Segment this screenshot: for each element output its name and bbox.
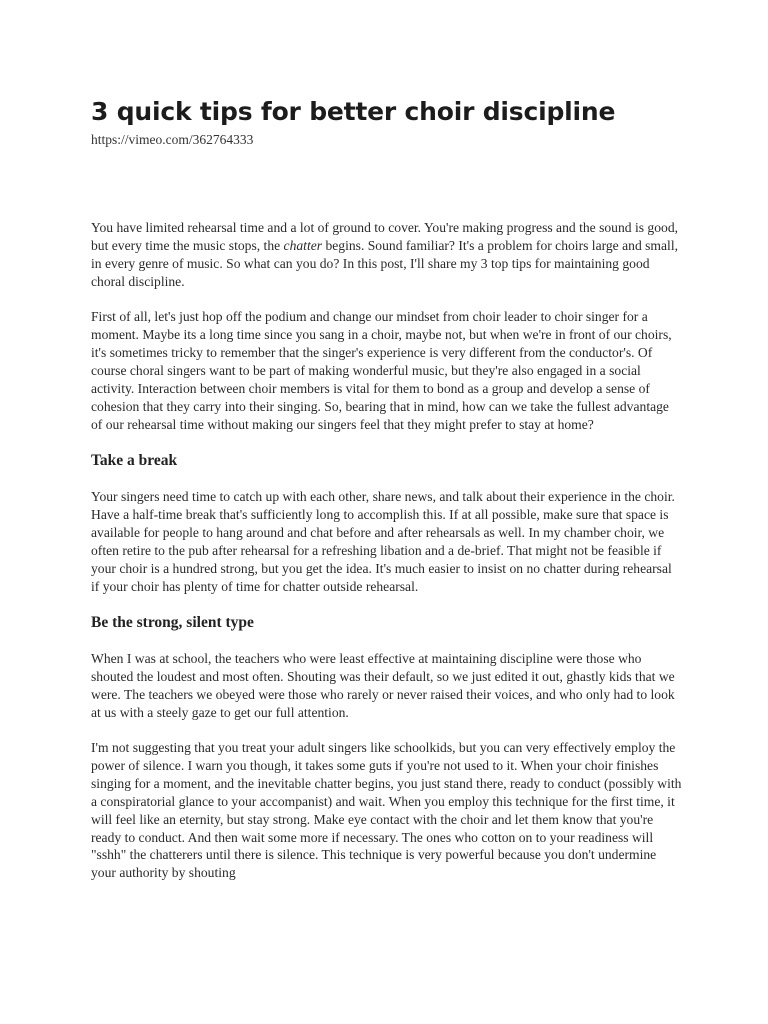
school-teachers-paragraph: When I was at school, the teachers who were least effective at maintaining discipline were those who shouted the loudest and most often. Shouting was their default, so we just edited it out, ghastly kids that we were. The teachers we obeyed were those who rarely or never raised their voices, and who only had to look at us with a steely gaze to get our full attention.: [91, 650, 675, 720]
intro-emphasis: chatter: [283, 237, 323, 253]
mindset-paragraph: First of all, let's just hop off the podium and change our mindset from choir leader to choir singer for a moment. Maybe its a long time since you sang in a choir, maybe not, but when we're in front of our choirs, it's sometimes tricky to remember that the singer's experience is very different from the conductor's. Of course choral singers want to be part of making wonderful music, but they're also engaged in a social activity. Interaction between choir members is vital for them to bond as a group and develop a sense of cohesion that they carry into their singing. So, bearing that in mind, how can we take the fullest advantage of our rehearsal time without making our singers feel that they might prefer to stay at home?: [91, 309, 672, 432]
intro-paragraph: [91, 219, 683, 291]
section-heading-take-a-break: Take a break: [91, 451, 178, 469]
intro-text-after: begins. Sound familiar? It's a problem for choirs large and small, in every genre of music. So what can you do? In this post, I'll share my 3 top tips for maintaining good choral discipline.: [91, 237, 678, 289]
intro-text-before: You have limited rehearsal time and a lot of ground to cover. You're making progress and the sound is good, but every time the music stops, the: [91, 220, 679, 253]
take-a-break-paragraph: Your singers need time to catch up with each other, share news, and talk about their experience in the choir. Have a half-time break that's sufficiently long to accomplish this. If at all possible, make sure that space is available for people to hang around and chat before and after rehearsals as well. In my chamber choir, we often retire to the pub after rehearsal for a refreshing libation and a de-brief. That might not be feasible if your choir is a hundred strong, but you get the idea. It's much easier to insist on no chatter during rehearsal if your choir has plenty of time for chatter outside rehearsal.: [91, 488, 675, 594]
article-title: 3 quick tips for better choir discipline: [91, 97, 616, 126]
section-heading-strong-silent: Be the strong, silent type: [91, 613, 254, 631]
power-of-silence-paragraph: I'm not suggesting that you treat your adult singers like schoolkids, but you can very effectively employ the power of silence. I warn you though, it takes some guts if you're not used to it. When your choir finishes singing for a moment, and the inevitable chatter begins, you just stand there, ready to conduct (possibly with a conspiratorial glance to your accompanist) and wait. When you employ this technique for the first time, it will feel like an eternity, but stay strong. Make eye contact with the choir and let them know that you're ready to conduct. And then wait some more if necessary. The ones who cotton on to your readiness will "sshh" the chatterers until there is silence. This technique is very powerful because you don't undermine your authority by shouting: [91, 740, 682, 881]
article-body: [91, 219, 683, 900]
video-url-text: https://vimeo.com/362764333: [91, 132, 254, 147]
